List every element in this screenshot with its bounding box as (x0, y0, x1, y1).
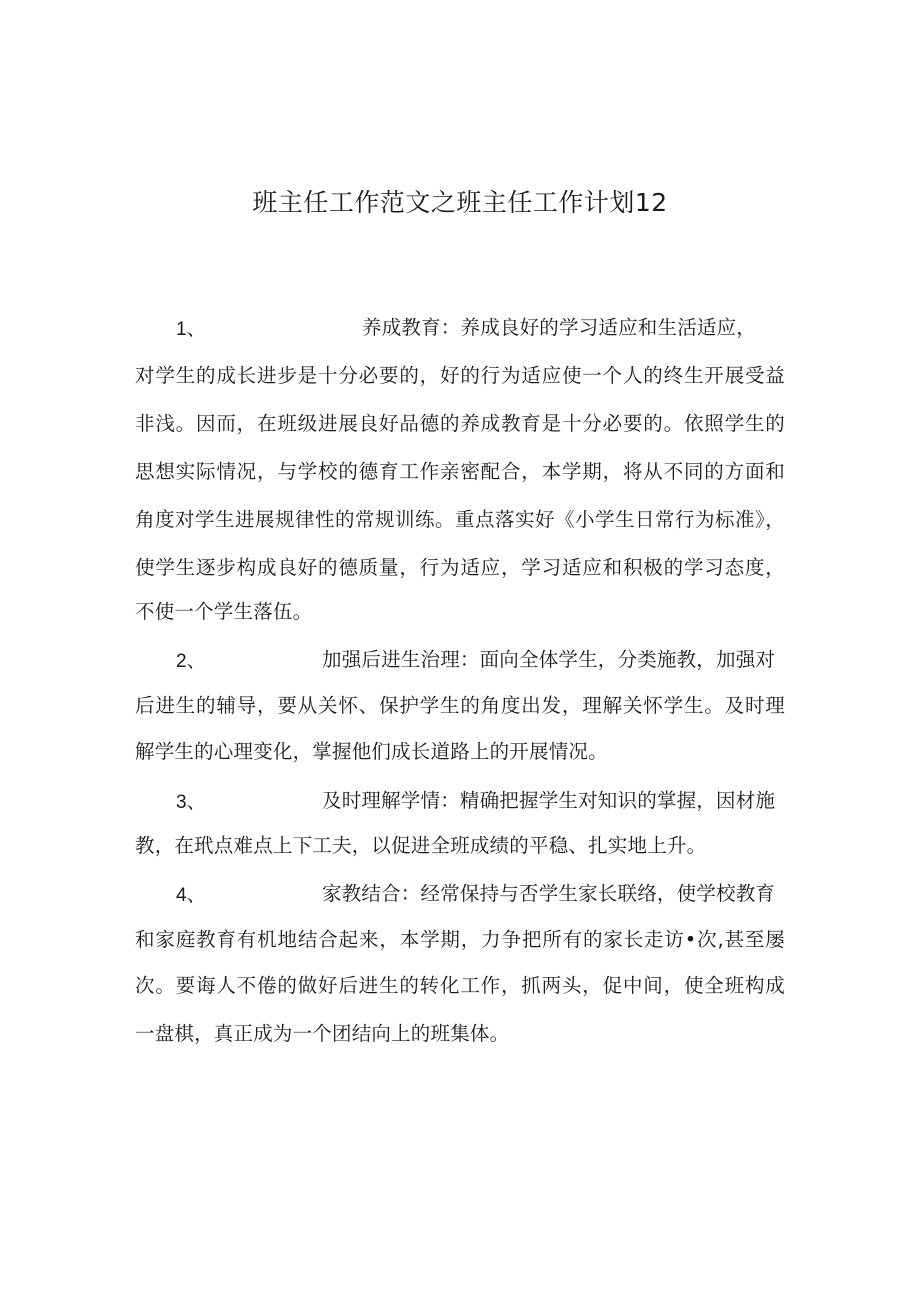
section-3-line-1: 教，在玳点难点上下工夫，以促进全班成绩的平稳、扎实地上升。 (135, 834, 707, 857)
section-1-line-3: 思想实际情况，与学校的德育工作亲密配合，本学期，将从不同的方面和 (135, 460, 785, 483)
section-1-line-6: 不使一个学生落伍。 (135, 600, 313, 623)
section-2-lead: 加强后进生治理：面向全体学生，分类施教，加强对 (322, 648, 776, 671)
section-4-line-1: 和家庭教育有机地结合起来，本学期，力争把所有的家长走访•次,甚至屡 (135, 928, 785, 951)
section-3-lead: 及时理解学情：精确把握学生对知识的掌握，因材施 (322, 789, 776, 812)
section-1-number: 1、 (176, 319, 206, 340)
section-3-number: 3、 (176, 792, 206, 813)
section-4-line-3: 一盘棋，真正成为一个团结向上的班集体。 (135, 1022, 510, 1045)
section-2-line-1: 后进生的辅导，要从关怀、保护学生的角度出发，理解关怀学生。及时理 (135, 694, 785, 717)
section-1-line-2: 非浅。因而，在班级进展良好品德的养成教育是十分必要的。依照学生的 (135, 412, 785, 435)
section-1-line-5: 使学生逐步构成良好的德质量，行为适应，学习适应和积极的学习态度， (135, 556, 785, 579)
section-1-line-4: 角度对学生进展规律性的常规训练。重点落实好《小学生日常行为标准》， (135, 508, 785, 531)
section-1-lead: 养成教育：养成良好的学习适应和生活适应， (362, 316, 757, 339)
section-1-line-1: 对学生的成长进步是十分必要的，好的行为适应使一个人的终生开展受益 (135, 364, 785, 387)
section-4-lead: 家教结合：经常保持与否学生家长联络，使学校教育 (322, 882, 776, 905)
document-title: 班主任工作范文之班主任工作计划12 (252, 188, 668, 217)
section-4-line-2: 次。要诲人不倦的做好后进生的转化工作，抓两头，促中间，使全班构成 (135, 974, 785, 997)
section-2-line-2: 解学生的心理变化，掌握他们成长道路上的开展情况。 (135, 740, 608, 763)
section-4-number: 4、 (176, 885, 206, 906)
section-2-number: 2、 (176, 651, 206, 672)
